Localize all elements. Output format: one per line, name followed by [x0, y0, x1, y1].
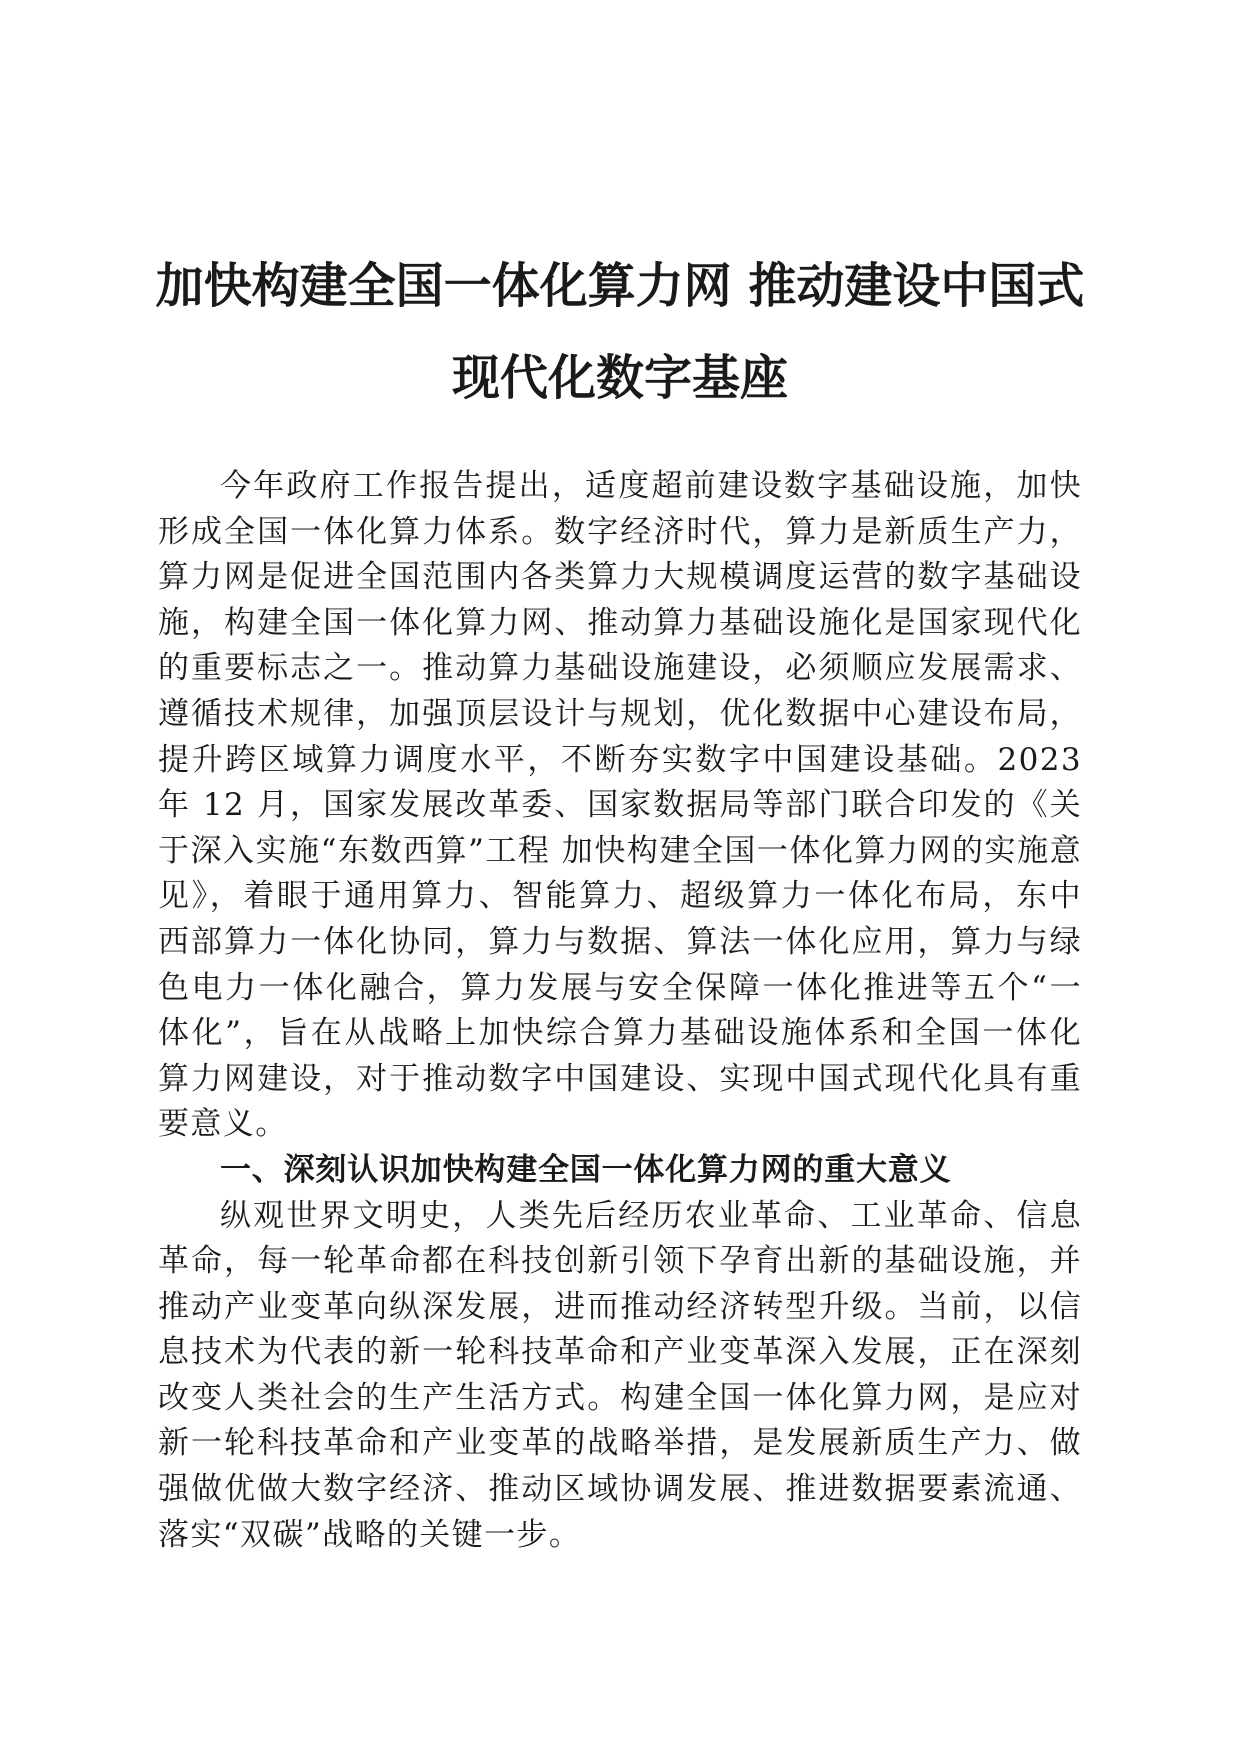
- section-heading-1: 一、深刻认识加快构建全国一体化算力网的重大意义: [220, 1151, 952, 1188]
- document-title-line-2: 现代化数字基座: [451, 350, 788, 406]
- document-title-line-1: 加快构建全国一体化算力网 推动建设中国式: [155, 258, 1085, 314]
- document-body: [158, 464, 1082, 1558]
- intro-paragraph: 今年政府工作报告提出，适度超前建设数字基础设施，加快形成全国一体化算力体系。数字经济时代，算力是新质生产力，算力网是促进全国范围内各类算力大规模调度运营的数字基础设施，构建全国一体化算力网、推动算力基础设施化是国家现代化的重要标志之一。推动算力基础设施建设，必须顺应发展需求、遵循技术规律，加强顶层设计与规划，优化数据中心建设布局，提升跨区域算力调度水平，不断夯实数字中国建设基础。2023 年 12 月，国家发展改革委、国家数据局等部门联合印发的《关于深入实施“东数西算”工程 加快构建全国一体化算力网的实施意见》，着眼于通用算力、智能算力、超级算力一体化布局，东中西部算力一体化协同，算力与数据、算法一体化应用，算力与绿色电力一体化融合，算力发展与安全保障一体化推进等五个“一体化”，旨在从战略上加快综合算力基础设施体系和全国一体化算力网建设，对于推动数字中国建设、实现中国式现代化具有重要意义。: [158, 468, 1082, 1143]
- section-1-paragraph: 纵观世界文明史，人类先后经历农业革命、工业革命、信息革命，每一轮革命都在科技创新引领下孕育出新的基础设施，并推动产业变革向纵深发展，进而推动经济转型升级。当前，以信息技术为代表的新一轮科技革命和产业变革深入发展，正在深刻改变人类社会的生产生活方式。构建全国一体化算力网，是应对新一轮科技革命和产业变革的战略举措，是发展新质生产力、做强做优做大数字经济、推动区域协调发展、推进数据要素流通、落实“双碳”战略的关键一步。: [158, 1197, 1082, 1553]
